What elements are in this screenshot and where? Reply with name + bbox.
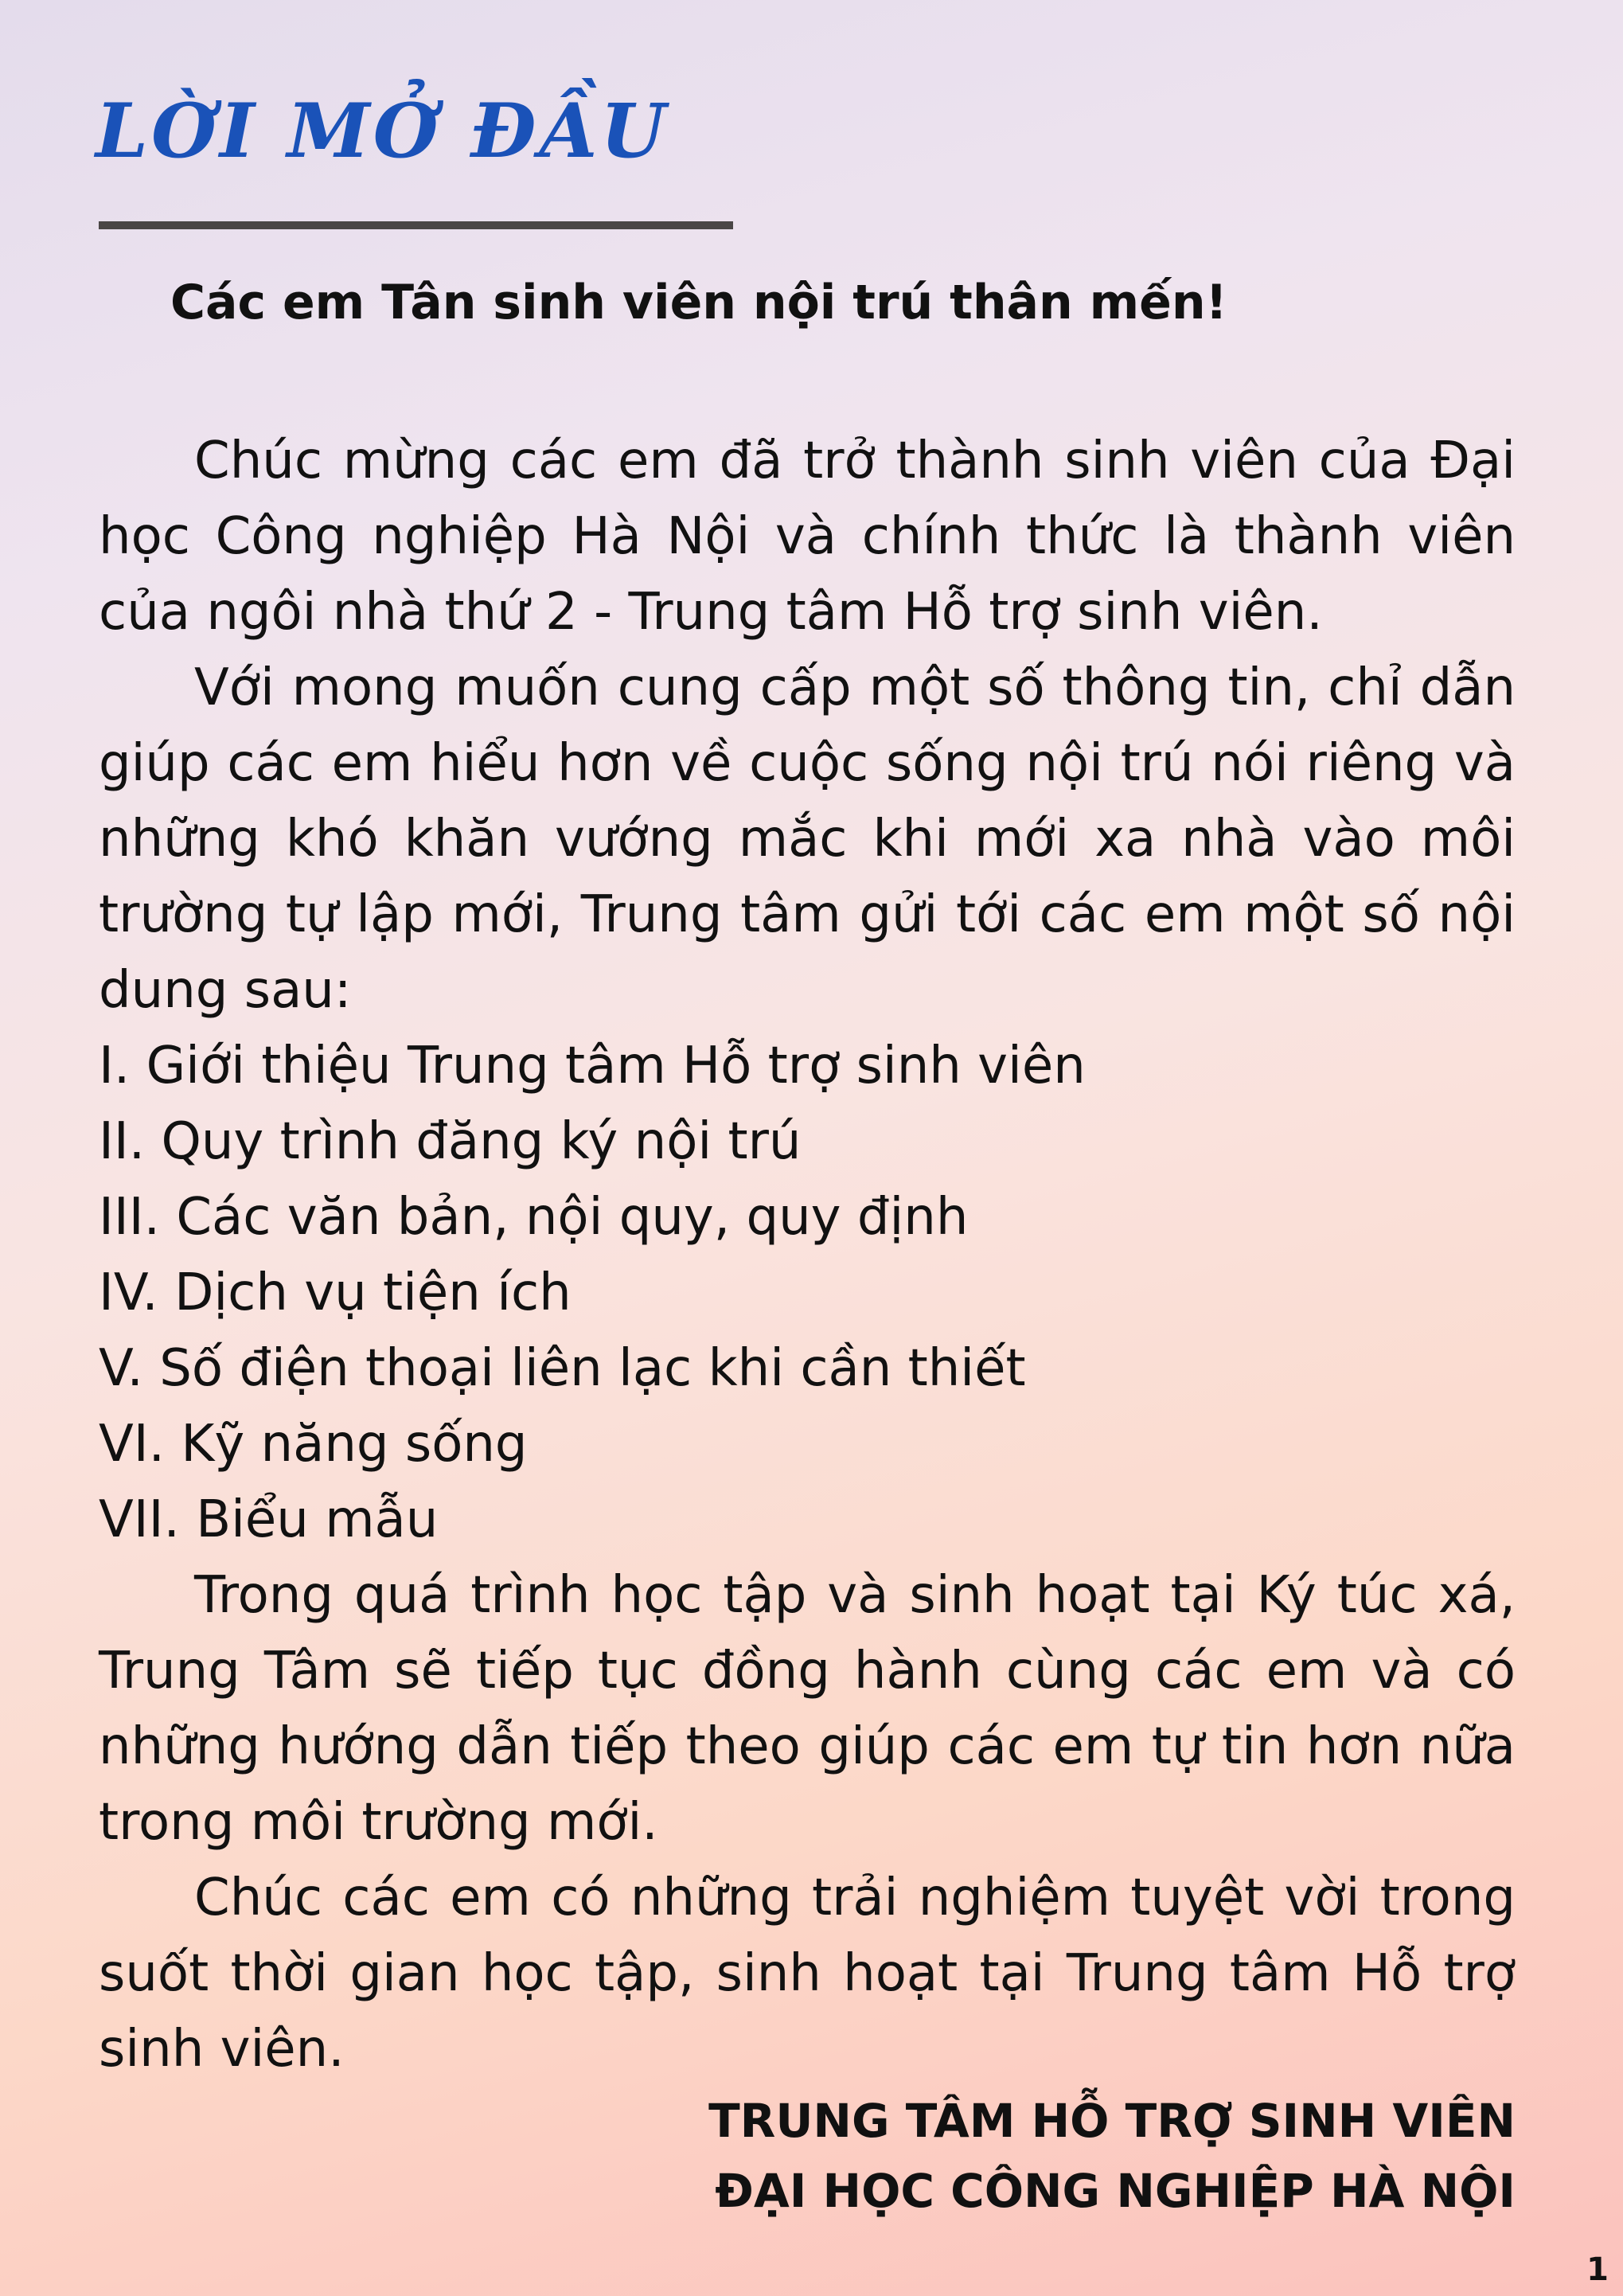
contents-item: VI. Kỹ năng sống — [99, 1415, 528, 1474]
intro-paragraph: Chúc mừng các em đã trở thành sinh viên của Đại học Công nghiệp Hà Nội và chính thức là thành viên của ngôi nhà thứ 2 - Trung tâm Hỗ trợ sinh viên. — [99, 431, 1516, 642]
signature-line-center: TRUNG TÂM HỖ TRỢ SINH VIÊN — [708, 2094, 1516, 2148]
contents-item: II. Quy trình đăng ký nội trú — [99, 1112, 802, 1171]
body-text — [99, 424, 1516, 2087]
title-underline — [99, 221, 733, 229]
contents-item: III. Các văn bản, nội quy, quy định — [99, 1188, 969, 1247]
contents-item: VII. Biểu mẫu — [99, 1490, 439, 1549]
signature-block — [708, 2086, 1516, 2226]
closing-paragraph: Trong quá trình học tập và sinh hoạt tại Ký túc xá, Trung Tâm sẽ tiếp tục đồng hành cùng các em và có những hướng dẫn tiếp theo giúp các em tự tin hơn nữa trong môi trường mới. — [99, 1566, 1516, 1852]
contents-item: V. Số điện thoại liên lạc khi cần thiết — [99, 1339, 1026, 1398]
purpose-paragraph: Với mong muốn cung cấp một số thông tin, chỉ dẫn giúp các em hiểu hơn về cuộc sống nội trú nói riêng và những khó khăn vướng mắc khi mới xa nhà vào môi trường tự lập mới, Trung tâm gửi tới các em một số nội dung sau: — [99, 658, 1516, 1020]
page-number: 1 — [1586, 2251, 1609, 2288]
contents-item: IV. Dịch vụ tiện ích — [99, 1263, 572, 1322]
contents-list — [99, 1029, 1516, 1558]
signature-line-university: ĐẠI HỌC CÔNG NGHIỆP HÀ NỘI — [715, 2164, 1516, 2218]
contents-item: I. Giới thiệu Trung tâm Hỗ trợ sinh viên — [99, 1037, 1086, 1095]
greeting: Các em Tân sinh viên nội trú thân mến! — [170, 275, 1227, 330]
page-title: LỜI MỞ ĐẦU — [96, 88, 669, 175]
wishes-paragraph: Chúc các em có những trải nghiệm tuyệt vời trong suốt thời gian học tập, sinh hoạt tại Trung tâm Hỗ trợ sinh viên. — [99, 1868, 1516, 2079]
